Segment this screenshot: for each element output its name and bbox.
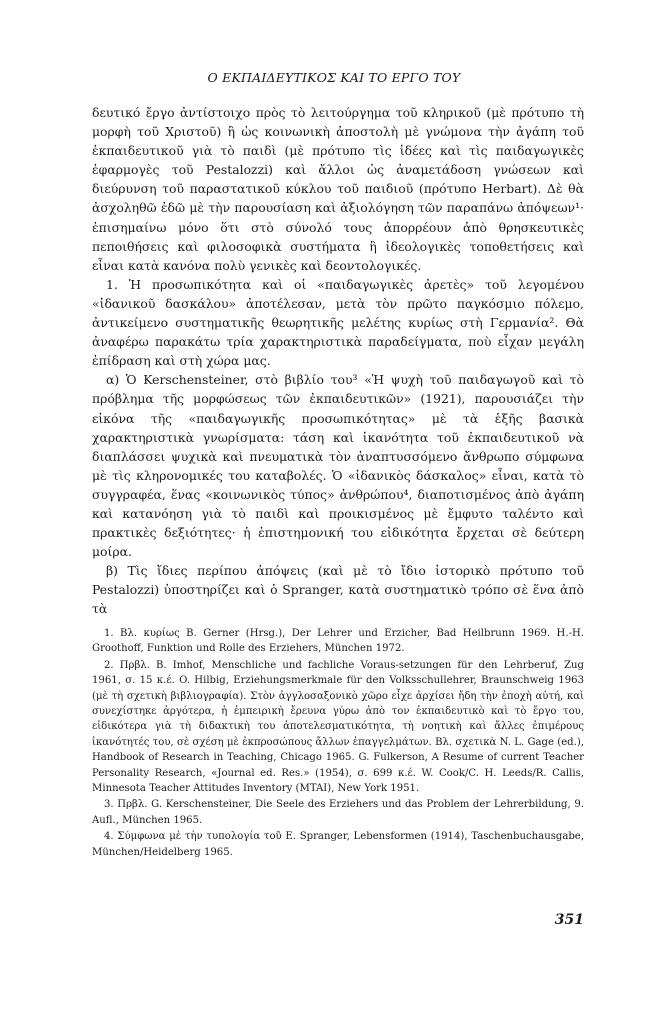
paragraph: β) Τὶς ἴδιες περίπου ἀπόψεις (καὶ μὲ τὸ ἴδιο ἱστορικὸ πρότυπο τοῦ Pestalozzi) ὑποστηρίζει καὶ ὁ Spranger, κατὰ συστηματικὸ τρόπο σὲ ἕνα ἀπὸ τὰ: [92, 563, 584, 617]
main-text: [92, 103, 584, 619]
footnotes: [92, 626, 584, 861]
footnote: 3. Πρβλ. G. Kerschensteiner, Die Seele des Erziehers und das Problem der Lehrerbildung, 9. Aufl., München 1965.: [92, 799, 584, 826]
paragraph: δευτικό ἔργο ἀντίστοιχο πρὸς τὸ λειτούργημα τοῦ κληρικοῦ (μὲ πρότυπο τὴ μορφὴ τοῦ Χριστοῦ) ἢ ὡς κοινωνικὴ ἀποστολὴ μὲ γνώμονα τὴν ἀγάπη τοῦ ἐκπαιδευτικοῦ γιὰ τὸ παιδὶ (μὲ πρότυπο τὶς ἰδέες καὶ τὶς παιδαγωγικὲς ἐφαρμογὲς τοῦ Pestalozzi) καὶ ἄλλοι ὡς ἀναμετάδοση γνώσεων καὶ διεύρυνση τοῦ παραστατικοῦ κύκλου τοῦ παιδιοῦ (πρότυπο Herbart). Δὲ θὰ ἀσχοληθῶ ἐδῶ μὲ τὴν παρουσίαση καὶ ἀξιολόγηση τῶν παραπάνω ἀπόψεων¹· ἐπισημαίνω μόνο ὅτι στὸ σύνολό τους ἀπορρέουν ἀπὸ θρησκευτικὲς πεποιθήσεις καὶ φιλοσοφικὰ συστήματα ἢ ἰδεολογικὲς τοποθετήσεις καὶ εἶναι κατὰ κανόνα πολὺ γενικὲς καὶ δεοντολογικές.: [92, 105, 584, 273]
paragraph: α) Ὁ Kerschensteiner, στὸ βιβλίο του³ «Ἡ ψυχὴ τοῦ παιδαγωγοῦ καὶ τὸ πρόβλημα τῆς μορφώσεως τῶν ἐκπαιδευτικῶν» (1921), παρουσιάζει τὴν εἰκόνα τῆς «παιδαγωγικῆς προσωπικότητας» μὲ τὰ ἑξῆς βασικὰ χαρακτηριστικὰ γνωρίσματα: τάση καὶ ἱκανότητα τοῦ ἐκπαιδευτικοῦ νὰ διαπλάσσει ψυχικὰ καὶ πνευματικὰ τὸν ἀναπτυσσόμενο ἄνθρωπο σύμφωνα μὲ τὶς κληρονομικές του καταβολές. Ὁ «ἰδανικὸς δάσκαλος» εἶναι, κατὰ τὸ συγγραφέα, ἕνας «κοινωνικὸς τύπος» ἀνθρώπου⁴, διαποτισμένος ἀπὸ ἀγάπη καὶ κατανόηση γιὰ τὸ παιδὶ καὶ προικισμένος μὲ ἔμφυτο ταλέντο καὶ πρακτικὲς δεξιότητες· ἡ ἐπιστημονική του εἰδικότητα ἔρχεται σὲ δεύτερη μοίρα.: [92, 372, 584, 560]
footnote: 4. Σύμφωνα μὲ τὴν τυπολογία τοῦ E. Spranger, Lebensformen (1914), Taschenbuchausgabe, München/Heidelberg 1965.: [92, 831, 584, 858]
running-head: Ο ΕΚΠΑΙΔΕΥΤΙΚΟΣ ΚΑΙ ΤΟ ΕΡΓΟ ΤΟΥ: [207, 70, 461, 85]
page-number: 351: [554, 912, 584, 928]
paragraph: 1. Ἡ προσωπικότητα καὶ οἱ «παιδαγωγικὲς ἀρετὲς» τοῦ λεγομένου «ἰδανικοῦ δασκάλου» ἀποτέλεσαν, μετὰ τὸν πρῶτο παγκόσμιο πόλεμο, ἀντικείμενο συστηματικῆς θεωρητικῆς μελέτης κυρίως στὴ Γερμανία². Θὰ ἀναφέρω παρακάτω τρία χαρακτηριστικὰ παραδείγματα, ποὺ εἶχαν μεγάλη ἐπίδραση καὶ στὴ χώρα μας.: [92, 276, 584, 369]
footnote: 2. Πρβλ. B. Imhof, Menschliche und fachliche Voraus-setzungen für den Lehrberuf, Zug 1961, σ. 15 κ.έ. O. Hilbig, Erziehungsmerkmale für den Volksschullehrer, Braunschweig 1963 (μὲ τὴ σχετικὴ βιβλιογραφία). Στὸν ἀγγλοσαξονικὸ χῶρο εἶχε ἀρχίσει ἤδη τὴν ἐποχὴ αὐτή, καὶ συνεχίστηκε ἀργότερα, ἡ ἐμπειρικὴ ἔρευνα γύρω ἀπὸ τον ἐκπαιδευτικὸ καὶ τὸ ἔργο του, εἰδικότερα γιὰ τὴ διδακτικὴ του ἀποτελεσματικότητα, τὴ νοητικὴ καὶ ἄλλες ἐπιμέρους ἱκανότητές του, σὲ σχέση μὲ ἐκπροσώπους ἄλλων ἐπαγγελμάτων. Βλ. σχετικὰ N. L. Gage (ed.), Handbook of Research in Teaching, Chicago 1965. G. Fulkerson, A Resume of current Teacher Personality Research, «Journal ed. Res.» (1954), σ. 699 κ.έ. W. Cook/C. H. Leeds/R. Callis, Minnesota Teacher Attitudes Inventory (MTAI), New York 1951.: [92, 659, 584, 795]
footnote: 1. Βλ. κυρίως B. Gerner (Hrsg.), Der Lehrer und Erzicher, Bad Heilbrunn 1969. H.-H. Groothoff, Funktion und Rolle des Erziehers, München 1972.: [92, 628, 584, 655]
